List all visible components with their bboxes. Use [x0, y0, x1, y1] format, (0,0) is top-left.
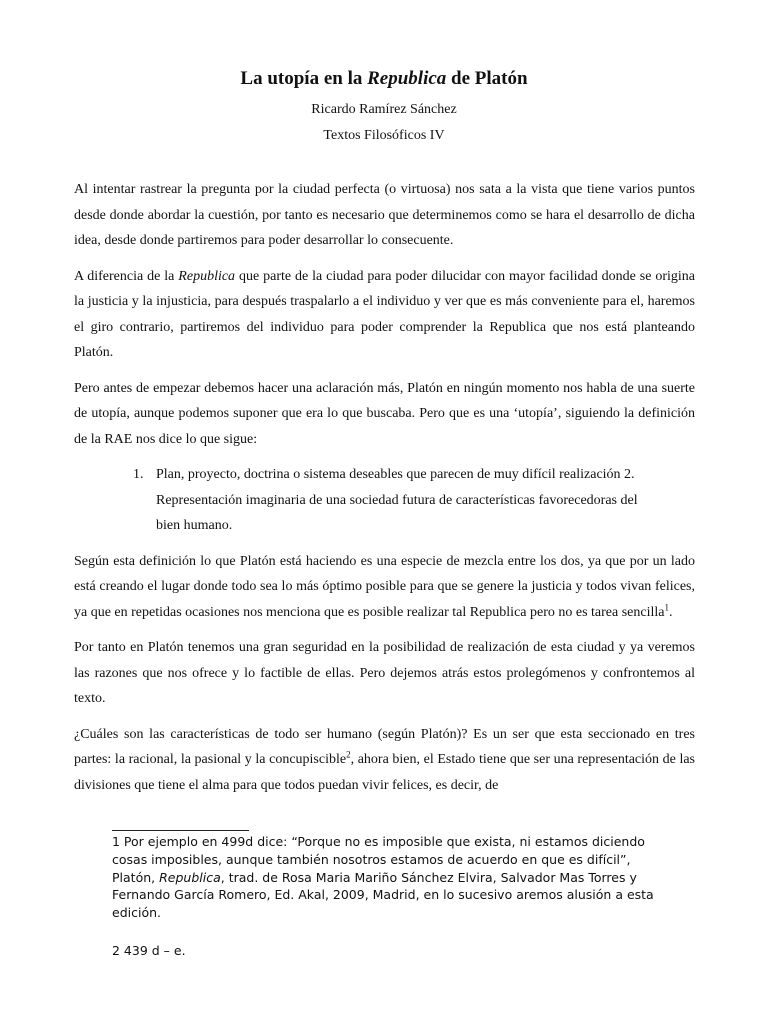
footnote-1 — [112, 833, 672, 922]
paragraph-2-italic: Republica — [178, 268, 236, 284]
document-title — [0, 68, 768, 90]
paragraph-4-end: . — [669, 604, 673, 620]
footnote-ref-1[interactable]: 1 — [664, 601, 669, 612]
definition-quote — [74, 462, 646, 539]
author-name: Ricardo Ramírez Sánchez — [311, 102, 457, 117]
paragraph-6 — [74, 722, 695, 799]
document-body — [74, 177, 695, 808]
paragraph-2 — [74, 264, 695, 366]
title-text: La utopía en la — [240, 68, 368, 89]
paragraph-2-text-end: que parte de la ciudad para poder dilucidar con mayor facilidad donde se origina la justicia y la injusticia, para después traspalarlo a el individuo y ver que es más conveniente para el, haremos el giro contrario, partiremos del individuo para poder comprender la Republica que nos está planteando Platón. — [74, 268, 695, 360]
footnote-separator — [112, 830, 249, 831]
footnote-2: 2 439 d – e. — [112, 942, 186, 958]
footnotes — [112, 833, 672, 960]
title-italic-text: Republica — [367, 68, 447, 89]
footnote-1-text: 1 Por ejemplo en 499d dice: “Porque no es imposible que exista, ni estamos diciendo cosas imposibles, aunque también nosotros estamos de acuerdo en que es difícil”, Platón, — [112, 834, 645, 885]
paragraph-4-text: Según esta definición lo que Platón está haciendo es una especie de mezcla entre los dos, ya que por un lado está creando el lugar donde todo sea lo más óptimo posible para que se genere la justicia y todos vivan felices, ya que en repetidas ocasiones nos menciona que es posible realizar tal Republica pero no es tarea sencilla — [74, 553, 695, 620]
paragraph-3: Pero antes de empezar debemos hacer una aclaración más, Platón en ningún momento nos habla de una suerte de utopía, aunque podemos suponer que era lo que buscaba. Pero que es una ‘utopía’, siguiendo la definición de la RAE nos dice lo que sigue: — [74, 380, 695, 447]
paragraph-1: Al intentar rastrear la pregunta por la ciudad perfecta (o virtuosa) nos sata a la vista que tiene varios puntos desde donde abordar la cuestión, por tanto es necesario que determinemos como se hara el desarrollo de dicha idea, desde donde partiremos para poder desarrollar lo consecuente. — [74, 182, 695, 248]
quote-number: 1. — [133, 467, 144, 482]
footnote-1-italic: Republica — [159, 869, 221, 885]
footnote-ref-2[interactable]: 2 — [346, 749, 351, 760]
paragraph-6-text: ¿Cuáles son las características de todo ser humano (según Platón)? Es un ser que esta seccionado en tres partes: la racional, la pasional y la concupiscible — [74, 726, 695, 767]
paragraph-5: Por tanto en Platón tenemos una gran seguridad en la posibilidad de realización de esta ciudad y ya veremos las razones que nos ofrece y lo factible de ellas. Pero dejemos atrás estos prolegómenos y confrontemos al texto. — [74, 640, 695, 706]
course-name: Textos Filosóficos IV — [323, 128, 445, 143]
title-text-end: de Platón — [446, 68, 528, 89]
paragraph-6-text-end: , ahora bien, el Estado tiene que ser una representación de las divisiones que tiene el alma para que todos puedan vivir felices, es decir, de — [74, 752, 696, 793]
quote-text: Plan, proyecto, doctrina o sistema deseables que parecen de muy difícil realización 2. Representación imaginaria de una sociedad futura de características favorecedoras del bien humano. — [156, 467, 638, 533]
paragraph-2-text: A diferencia de la — [74, 268, 179, 284]
footnote-1-text-end: , trad. de Rosa Maria Mariño Sánchez Elvira, Salvador Mas Torres y Fernando García Romero, Ed. Akal, 2009, Madrid, en lo sucesivo aremos alusión a esta edición. — [112, 869, 654, 921]
paragraph-4 — [74, 549, 695, 626]
